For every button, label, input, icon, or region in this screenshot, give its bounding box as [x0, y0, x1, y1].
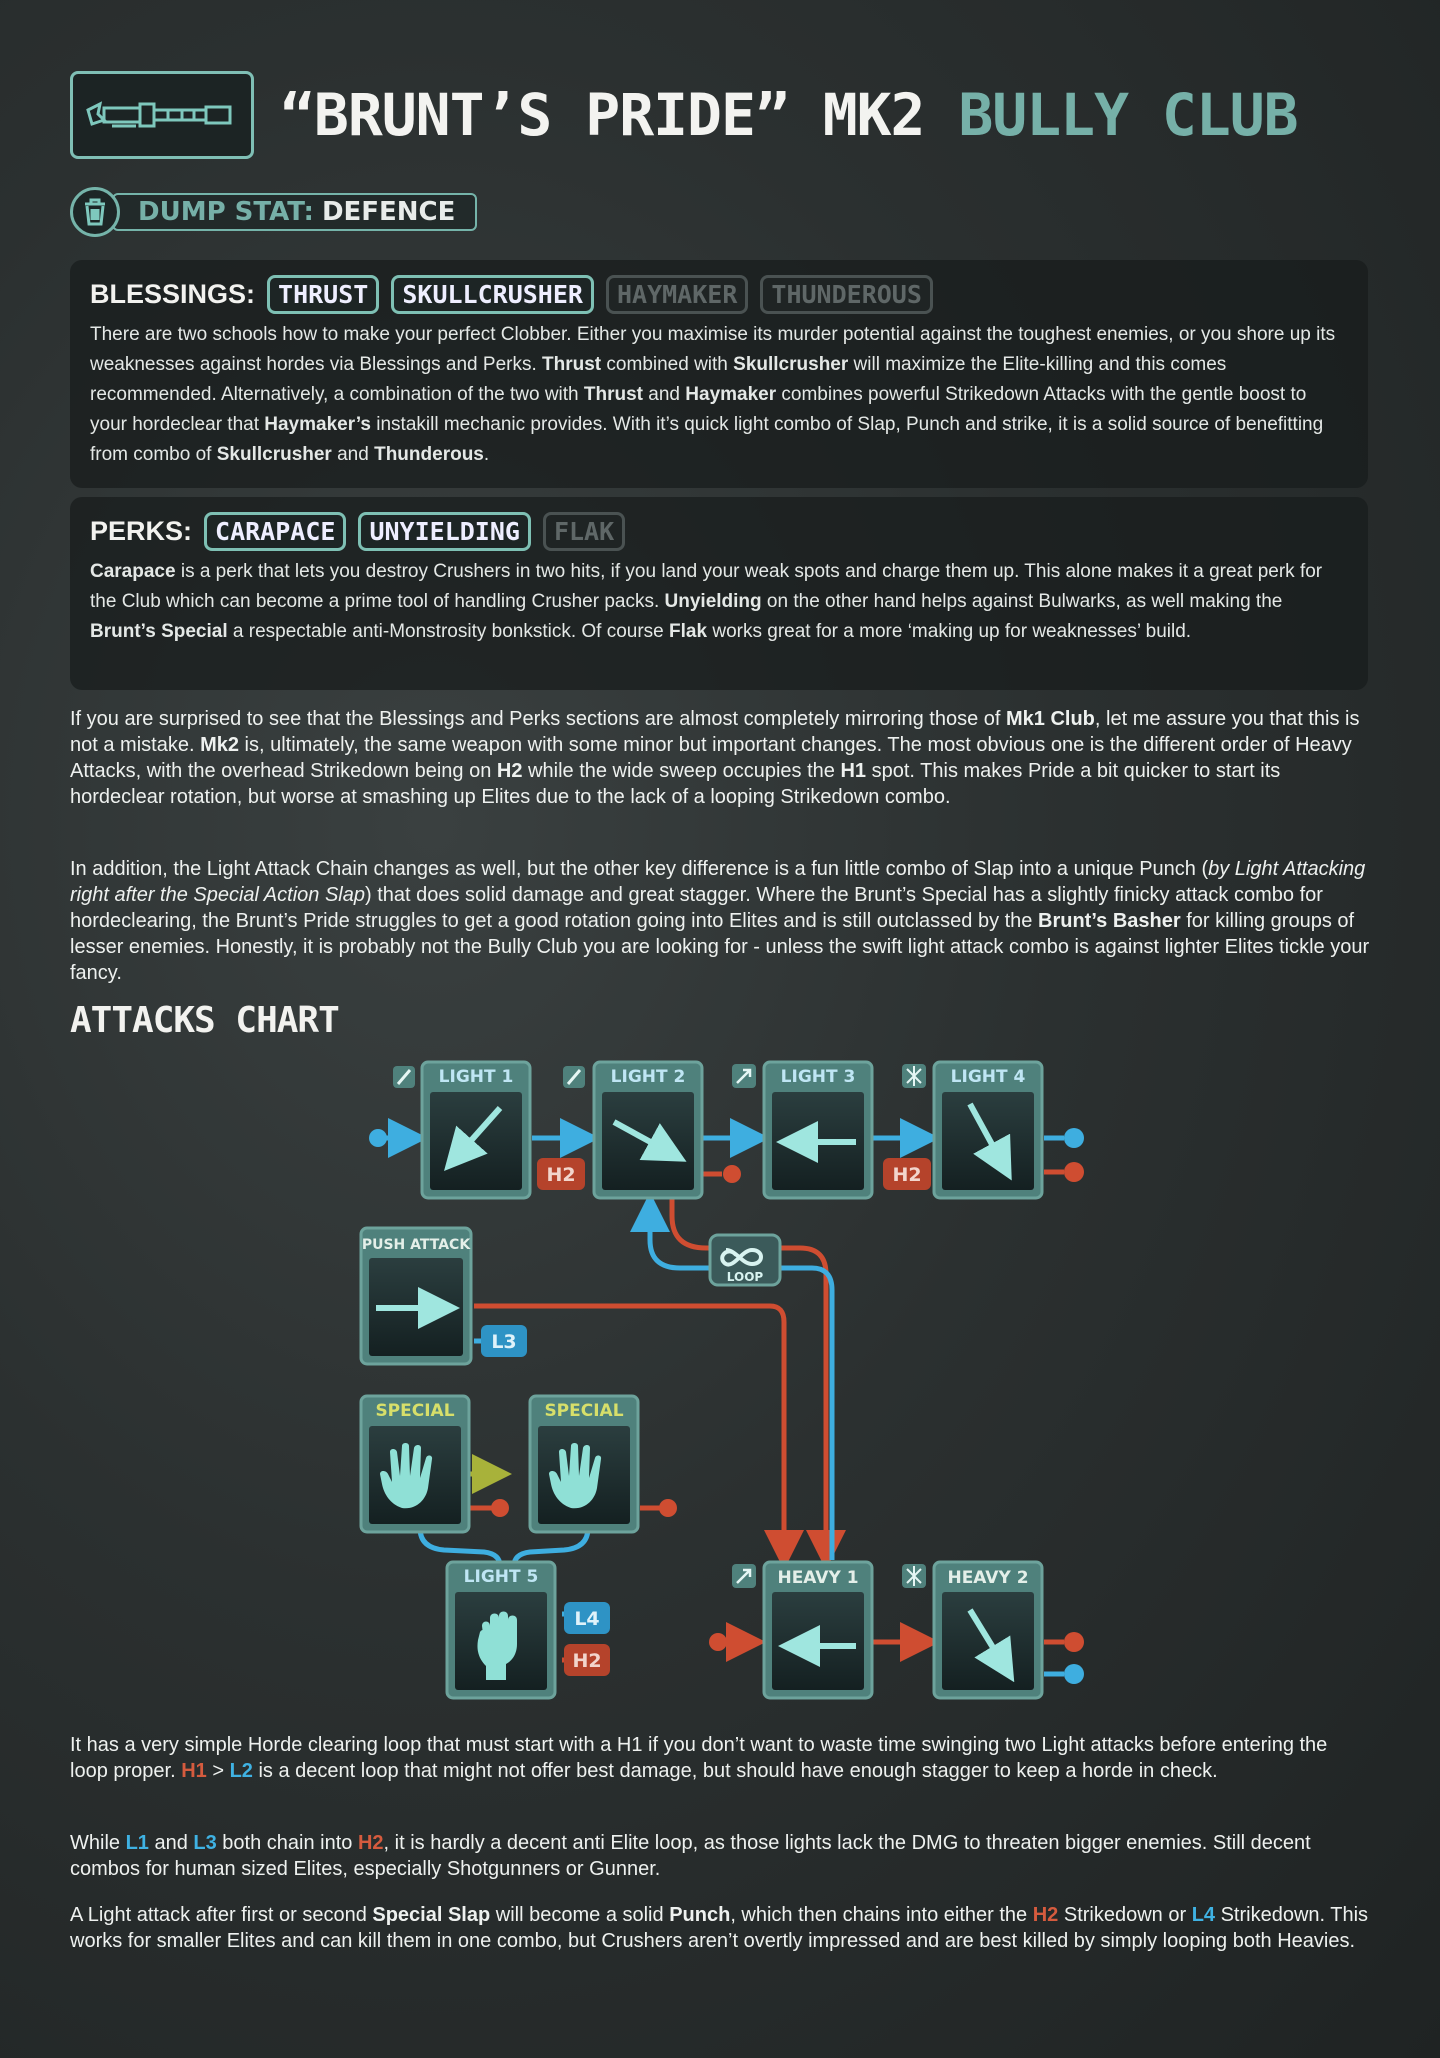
node-label: LIGHT 3 — [780, 1067, 856, 1087]
blessings-title: BLESSINGS: — [90, 278, 256, 309]
perks-title: PERKS: — [90, 515, 193, 546]
page-title: “BRUNT’S PRIDE” MK2 BULLY CLUB — [280, 81, 1298, 149]
blessings-text: There are two schools how to make your perfect Clobber. Either you maximise its murder potential against the toughest enemies, or you shore up its weaknesses against hordes via Blessings and Perks. Thrust combined with Skullcrusher will maximize the Elite-killing and this comes recommended. Alternatively, a combination of the two with Thrust and Haymaker combines powerful Strikedown Attacks with the gentle boost to your hordeclear that Haymaker’s instakill mechanic provides. With it’s quick light combo of Slap, Punch and strike, it is a solid source of benefitting from combo of Skullcrusher and Thunderous. — [90, 324, 1336, 465]
badge-h2 — [537, 1158, 585, 1190]
node-light-4 — [934, 1062, 1042, 1198]
node-light-1 — [422, 1062, 530, 1198]
dump-stat-label: DUMP STAT: — [138, 197, 314, 227]
node-label: LIGHT 4 — [950, 1067, 1026, 1087]
loop-badge — [710, 1235, 780, 1285]
svg-text:H2: H2 — [572, 1650, 602, 1672]
badge-h2 — [883, 1158, 931, 1190]
footer-paragraph: It has a very simple Horde clearing loop that must start with a H1 if you don’t want to waste time swinging two Light attacks before entering the loop proper. H1 > L2 is a decent loop that might not offer best damage, but should have enough stagger to keep a horde in check. — [70, 1734, 1328, 1782]
node-special-1 — [361, 1396, 469, 1532]
node-special-2 — [530, 1396, 638, 1532]
svg-text:LOOP: LOOP — [726, 1270, 764, 1284]
body-paragraph: If you are surprised to see that the Blessings and Perks sections are almost completely mirroring those of Mk1 Club, let me assure you that this is not a mistake. Mk2 is, ultimately, the same weapon with some minor but important changes. The most obvious one is the different order of Heavy Attacks, with the overhead Strikedown being on H2 while the wide sweep occupies the H1 spot. This makes Pride a bit quicker to start its hordeclear rotation, but worse at smashing up Elites due to the lack of a looping Strikedown combo. — [70, 708, 1360, 808]
node-light-3 — [764, 1062, 872, 1198]
footer-paragraph: While L1 and L3 both chain into H2, it is hardly a decent anti Elite loop, as those lights lack the DMG to threaten bigger enemies. Still decent combos for human sized Elites, especially Shotgunners or Gunner. — [70, 1832, 1311, 1880]
blessing-tag: SKULLCRUSHER — [391, 275, 594, 314]
perk-tag: UNYIELDING — [358, 512, 531, 551]
node-light-2 — [594, 1062, 702, 1198]
chart-title: ATTACKS CHART — [70, 1000, 339, 1041]
svg-text:L3: L3 — [491, 1331, 517, 1353]
node-label: SPECIAL — [544, 1401, 624, 1421]
svg-text:L4: L4 — [574, 1608, 600, 1630]
badge-l3 — [481, 1325, 527, 1357]
perk-tag: CARAPACE — [204, 512, 346, 551]
node-label: LIGHT 2 — [610, 1067, 686, 1087]
blessing-tag: THUNDEROUS — [760, 275, 933, 314]
badge-l4 — [564, 1602, 610, 1634]
trash-icon — [70, 187, 120, 237]
blessing-tag: HAYMAKER — [606, 275, 748, 314]
badge-h2 — [564, 1644, 610, 1676]
svg-text:H2: H2 — [546, 1164, 576, 1186]
node-heavy-2 — [934, 1562, 1042, 1698]
blessing-tag: THRUST — [267, 275, 379, 314]
node-label: LIGHT 5 — [463, 1567, 539, 1587]
node-push-attack — [361, 1228, 471, 1364]
body-paragraph: In addition, the Light Attack Chain changes as well, but the other key difference is a fun little combo of Slap into a unique Punch (by Light Attacking right after the Special Action Slap) that does solid damage and great stagger. Where the Brunt’s Special has a slightly finicky attack combo for hordeclearing, the Brunt’s Pride struggles to get a good rotation going into Elites and is still outclassed by the Brunt’s Basher for killing groups of lesser enemies. Honestly, it is probably not the Bully Club you are looking for - unless the swift light attack combo is against lighter Elites tickle your fancy. — [70, 858, 1370, 984]
perks-text: Carapace is a perk that lets you destroy Crushers in two hits, if you land your weak spots and charge them up. This alone makes it a great perk for the Club which can become a prime tool of handling Crusher packs. Unyielding on the other hand helps against Bulwarks, as well making the Brunt’s Special a respectable anti-Monstrosity bonkstick. Of course Flak works great for a more ‘making up for weaknesses’ build. — [90, 561, 1323, 642]
node-label: SPECIAL — [375, 1401, 455, 1421]
node-heavy-1 — [764, 1562, 872, 1698]
node-label: LIGHT 1 — [438, 1067, 514, 1087]
perk-tag: FLAK — [543, 512, 625, 551]
node-label: HEAVY 1 — [777, 1568, 859, 1588]
node-label: HEAVY 2 — [947, 1568, 1029, 1588]
node-label: PUSH ATTACK — [361, 1237, 471, 1253]
svg-text:H2: H2 — [892, 1164, 922, 1186]
footer-paragraph: A Light attack after first or second Special Slap will become a solid Punch, which then chains into either the H2 Strikedown or L4 Strikedown. This works for smaller Elites and can kill them in one combo, but Crushers aren’t overtly impressed and are best killed by simply looping both Heavies. — [70, 1904, 1369, 1952]
node-light-5 — [447, 1562, 555, 1698]
dump-stat-value: DEFENCE — [321, 197, 456, 227]
